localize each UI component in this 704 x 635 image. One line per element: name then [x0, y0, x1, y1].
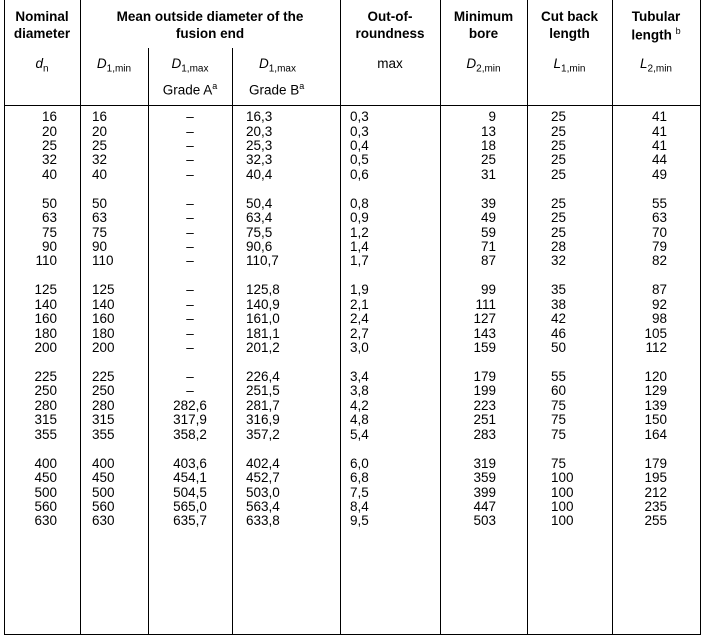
cell-d2min: 49	[480, 210, 496, 226]
cell-l1min: 42	[551, 311, 567, 327]
header-tub-line1: Tubular	[631, 9, 681, 24]
cell-l2min: 212	[644, 484, 667, 500]
cell-d1max-a: –	[186, 383, 194, 399]
symbol-d1max-b: $D_{1,max}$	[259, 56, 296, 75]
cell-oor: 0,8	[350, 195, 369, 211]
cell-oor: 1,2	[350, 224, 369, 240]
cell-oor: 1,7	[350, 253, 369, 269]
cell-nominal: 630	[34, 513, 57, 529]
cell-d1min: 500	[92, 484, 115, 500]
cell-d1max-a: –	[186, 325, 194, 341]
cell-nominal: 225	[34, 368, 57, 384]
symbol-d1min: $D_{1,min}$	[96, 56, 132, 75]
cell-d1max-a: –	[186, 137, 194, 153]
cell-d2min: 9	[488, 109, 496, 124]
cell-d1max-b: 503,0	[246, 484, 280, 500]
cell-d1max-a: 565,0	[173, 498, 207, 514]
cell-l1min: 75	[551, 412, 567, 428]
cell-d1max-b: 402,4	[246, 455, 280, 471]
symbol-l1min: $L_{1,min}$	[553, 56, 586, 75]
cell-d1min: 160	[92, 311, 115, 327]
cell-d1max-a: –	[186, 152, 194, 168]
cell-d2min: 503	[473, 513, 496, 529]
cell-l1min: 100	[551, 470, 574, 485]
cell-d1max-a: 282,6	[173, 397, 207, 413]
cell-d2min: 25	[480, 152, 496, 168]
cell-nominal: 63	[41, 210, 57, 226]
cell-d2min: 143	[473, 325, 496, 341]
cell-nominal: 315	[34, 412, 57, 428]
header-oor-line1: Out-of-	[367, 9, 413, 24]
cell-d1max-b: 63,4	[246, 210, 273, 226]
cell-d1min: 225	[92, 368, 115, 384]
cell-l1min: 25	[551, 123, 567, 139]
cell-d2min: 59	[480, 224, 496, 240]
cell-d2min: 87	[480, 253, 496, 269]
symbol-dn: $d_n$	[35, 56, 49, 75]
cell-d2min: 39	[480, 195, 496, 211]
cell-d1max-b: 316,9	[246, 412, 280, 428]
cell-d2min: 71	[480, 239, 496, 254]
cell-d1max-b: 50,4	[246, 195, 273, 211]
cell-d2min: 359	[473, 470, 496, 485]
cell-l2min: 44	[651, 152, 667, 168]
cell-oor: 8,4	[350, 498, 369, 514]
cell-d2min: 31	[480, 166, 496, 182]
cell-l1min: 55	[551, 368, 567, 384]
cell-d1max-a: –	[186, 239, 194, 254]
cell-d2min: 99	[480, 282, 496, 298]
cell-d1max-a: –	[186, 210, 194, 226]
cell-d2min: 13	[480, 123, 496, 139]
cell-oor: 4,8	[350, 412, 369, 428]
cell-d1max-b: 181,1	[246, 325, 280, 341]
cell-oor: 0,4	[350, 137, 369, 153]
cell-l1min: 100	[551, 498, 574, 514]
cell-d1max-b: 357,2	[246, 426, 280, 442]
cell-oor: 7,5	[350, 484, 369, 500]
cell-l1min: 60	[551, 383, 567, 399]
cell-nominal: 250	[34, 383, 57, 399]
cell-d1min: 180	[92, 325, 115, 341]
cell-d1max-a: –	[186, 123, 194, 139]
cell-d1max-a: 358,2	[173, 426, 207, 442]
cell-nominal: 90	[41, 239, 57, 254]
cell-oor: 1,9	[350, 282, 369, 298]
cell-l2min: 150	[644, 412, 667, 428]
cell-l2min: 195	[644, 470, 667, 485]
cell-d1max-a: –	[186, 166, 194, 182]
cell-d1max-b: 226,4	[246, 368, 280, 384]
cell-d1max-b: 75,5	[246, 224, 273, 240]
cell-d1max-b: 201,2	[246, 340, 280, 356]
cell-l2min: 63	[651, 210, 667, 226]
cell-oor: 2,4	[350, 311, 369, 327]
cell-l2min: 41	[651, 123, 667, 139]
cell-d1min: 40	[92, 166, 108, 182]
cell-d1max-b: 16,3	[246, 109, 273, 124]
cell-l1min: 100	[551, 484, 574, 500]
cell-nominal: 180	[34, 325, 57, 341]
header-nominal-line1: Nominal	[15, 9, 69, 24]
symbol-d1max-a: $D_{1,max}$	[171, 56, 209, 75]
cell-d1max-b: 90,6	[246, 239, 273, 254]
cell-d1min: 110	[92, 253, 114, 269]
cell-oor: 3,8	[350, 383, 369, 399]
header-mean-line2: fusion end	[175, 26, 245, 41]
cell-d2min: 127	[473, 311, 496, 327]
cell-l2min: 112	[645, 340, 667, 356]
cell-d1min: 16	[92, 109, 108, 124]
cell-d1max-b: 20,3	[246, 123, 273, 139]
cell-oor: 6,8	[350, 470, 369, 485]
cell-nominal: 32	[41, 152, 57, 168]
cell-l2min: 98	[651, 311, 667, 327]
cell-oor: 6,0	[350, 455, 369, 471]
cell-d2min: 283	[473, 426, 496, 442]
cell-d1min: 560	[92, 498, 115, 514]
cell-d1max-b: 563,4	[246, 498, 280, 514]
cell-l2min: 120	[644, 368, 667, 384]
cell-l2min: 179	[644, 455, 667, 471]
cell-oor: 3,4	[350, 368, 369, 384]
cell-l1min: 25	[551, 224, 567, 240]
cell-d1min: 20	[92, 123, 108, 139]
cell-l2min: 129	[644, 383, 667, 399]
cell-nominal: 75	[41, 224, 57, 240]
cell-d1max-a: 317,9	[173, 412, 207, 428]
cell-l1min: 25	[551, 109, 567, 124]
cell-d2min: 159	[473, 340, 496, 356]
header-tub-line2: length $^b$	[631, 26, 681, 43]
cell-l2min: 70	[651, 224, 667, 240]
cell-d1max-b: 125,8	[246, 282, 280, 298]
cell-d1max-a: 635,7	[173, 513, 207, 529]
cell-d1min: 630	[92, 513, 115, 529]
cell-l2min: 41	[651, 137, 667, 153]
grade-a-label: Grade $A^a$	[162, 81, 218, 98]
symbol-l2min: $L_{2,min}$	[640, 56, 672, 75]
cell-oor: 5,4	[350, 426, 369, 442]
cell-d2min: 399	[473, 484, 496, 500]
cell-d1min: 32	[92, 152, 108, 168]
cell-nominal: 125	[34, 282, 57, 298]
cell-d1min: 50	[92, 195, 108, 211]
header-bore-line2: bore	[468, 26, 499, 41]
cell-oor: 0,3	[350, 109, 369, 124]
cell-d1min: 140	[92, 296, 115, 312]
cell-nominal: 500	[34, 484, 57, 500]
cell-l1min: 25	[551, 166, 567, 182]
cell-d1min: 280	[92, 397, 115, 413]
cell-nominal: 20	[41, 123, 57, 139]
cell-d1min: 75	[92, 224, 108, 240]
cell-oor: 0,9	[350, 210, 369, 226]
cell-l2min: 105	[644, 325, 667, 341]
cell-l2min: 139	[644, 397, 667, 413]
cell-d1min: 63	[92, 210, 108, 226]
grade-b-label: Grade $B^a$	[249, 81, 305, 98]
cell-l2min: 49	[651, 166, 667, 182]
cell-d1max-b: 25,3	[246, 137, 273, 153]
cell-oor: 0,5	[350, 152, 369, 168]
cell-d1min: 315	[92, 412, 115, 428]
cell-oor: 2,1	[350, 296, 369, 312]
footnote-a-marker: a	[212, 81, 218, 91]
cell-l1min: 100	[551, 513, 574, 529]
header-mean-line1: Mean outside diameter of the	[116, 9, 304, 24]
cell-d1max-b: 161,0	[246, 311, 280, 327]
cell-d1max-a: –	[186, 109, 194, 124]
cell-d1max-b: 633,8	[246, 513, 280, 529]
cell-l1min: 75	[551, 455, 567, 471]
cell-d2min: 447	[473, 498, 496, 514]
cell-d1min: 250	[92, 383, 115, 399]
cell-l1min: 25	[551, 195, 567, 211]
cell-d1max-b: 140,9	[246, 296, 280, 312]
cell-d1min: 355	[92, 426, 115, 442]
header-cut-line1: Cut back	[540, 9, 598, 24]
cell-nominal: 355	[34, 426, 57, 442]
cell-d1max-a: –	[186, 253, 194, 269]
cell-l2min: 92	[651, 296, 667, 312]
cell-d1max-a: –	[186, 296, 194, 312]
cell-d2min: 223	[473, 397, 496, 413]
cell-nominal: 16	[41, 109, 57, 124]
symbol-d2min: $D_{2,min}$	[466, 56, 501, 75]
cell-d1max-a: –	[186, 282, 194, 298]
cell-nominal: 40	[41, 166, 57, 182]
cell-l1min: 28	[551, 239, 567, 254]
cell-oor: 3,0	[350, 340, 369, 356]
cell-nominal: 450	[34, 470, 57, 485]
cell-d1max-b: 40,4	[246, 166, 273, 182]
cell-l2min: 255	[644, 513, 667, 529]
cell-d2min: 199	[473, 383, 496, 399]
cell-d1max-b: 32,3	[246, 152, 273, 168]
cell-d1max-a: –	[186, 195, 194, 211]
symbol-max: max	[377, 56, 403, 71]
header-bore-line1: Minimum	[453, 9, 514, 24]
cell-d1min: 90	[92, 239, 108, 254]
cell-d1min: 125	[92, 282, 115, 298]
cell-d2min: 319	[473, 455, 496, 471]
cell-l2min: 82	[651, 253, 667, 269]
cell-nominal: 560	[34, 498, 57, 514]
cell-l1min: 75	[551, 426, 567, 442]
cell-d1min: 400	[92, 455, 115, 471]
cell-l1min: 75	[551, 397, 567, 413]
cell-l2min: 235	[644, 498, 667, 514]
header-cut-line2: length	[549, 26, 590, 41]
cell-d2min: 179	[473, 368, 496, 384]
cell-d1max-a: 403,6	[173, 455, 207, 471]
cell-d1max-a: –	[186, 340, 194, 356]
cell-d1max-b: 110,7	[246, 253, 279, 269]
footnote-a-marker: a	[299, 81, 305, 91]
cell-nominal: 50	[41, 195, 57, 211]
cell-d2min: 251	[473, 412, 496, 428]
header-nominal-line2: diameter	[13, 26, 71, 41]
cell-oor: 2,7	[350, 325, 369, 341]
cell-d1min: 25	[92, 137, 108, 153]
cell-d2min: 18	[480, 137, 496, 153]
cell-l1min: 46	[551, 325, 567, 341]
cell-d1max-b: 251,5	[246, 383, 280, 399]
cell-d1max-a: –	[186, 368, 194, 384]
cell-l2min: 164	[644, 426, 667, 442]
cell-l2min: 41	[651, 109, 667, 124]
cell-l1min: 35	[551, 282, 567, 298]
cell-d1max-a: 454,1	[173, 470, 207, 485]
cell-oor: 1,4	[350, 239, 369, 254]
cell-d1min: 450	[92, 470, 115, 485]
cell-d1min: 200	[92, 340, 115, 356]
cell-l1min: 25	[551, 137, 567, 153]
cell-nominal: 25	[41, 137, 57, 153]
cell-oor: 9,5	[350, 513, 369, 529]
cell-oor: 0,6	[350, 166, 369, 182]
cell-d1max-b: 281,7	[246, 397, 280, 413]
cell-d1max-a: –	[186, 224, 194, 240]
cell-nominal: 160	[34, 311, 57, 327]
cell-d2min: 111	[475, 296, 496, 312]
cell-nominal: 400	[34, 455, 57, 471]
cell-nominal: 140	[34, 296, 57, 312]
cell-nominal: 280	[34, 397, 57, 413]
cell-l2min: 55	[651, 195, 667, 211]
cell-oor: 0,3	[350, 123, 369, 139]
cell-nominal: 200	[34, 340, 57, 356]
cell-d1max-a: –	[186, 311, 194, 327]
cell-l1min: 25	[551, 152, 567, 168]
cell-oor: 4,2	[350, 397, 369, 413]
cell-l2min: 87	[651, 282, 667, 298]
cell-l1min: 32	[551, 253, 567, 269]
cell-nominal: 110	[35, 253, 57, 269]
cell-d1max-b: 452,7	[246, 470, 280, 485]
cell-l2min: 79	[651, 239, 667, 254]
footnote-b-marker: b	[675, 26, 681, 36]
cell-d1max-a: 504,5	[173, 484, 207, 500]
cell-l1min: 38	[551, 296, 567, 312]
header-oor-line2: roundness	[355, 26, 425, 41]
cell-l1min: 25	[551, 210, 567, 226]
cell-l1min: 50	[551, 340, 567, 356]
